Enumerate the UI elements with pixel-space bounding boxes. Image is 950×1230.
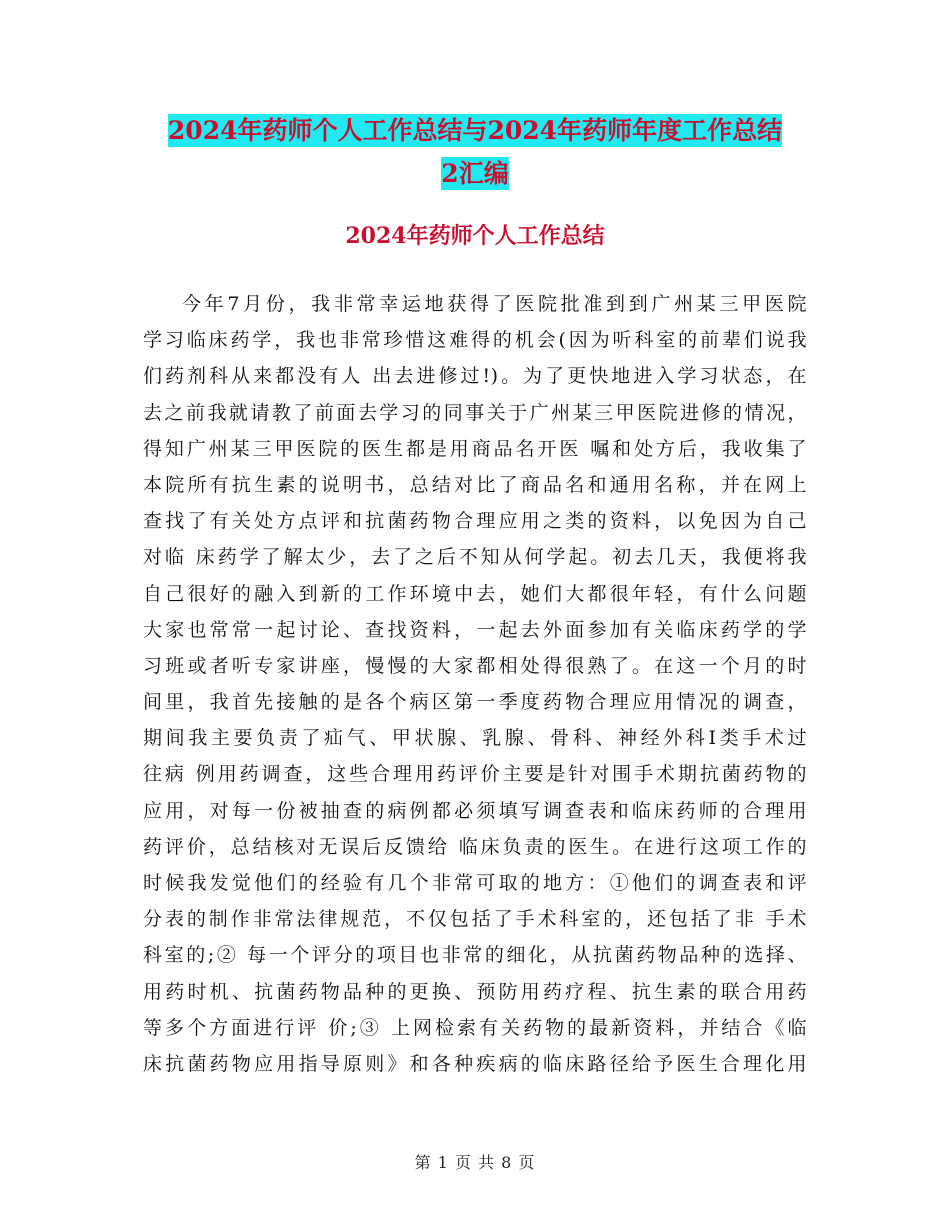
document-title-line-1 — [0, 109, 950, 153]
body-line: 应用，对每一份被抽查的病例都必须填写调查表和临床药师的合理用 — [143, 799, 807, 822]
title-highlight-1: 2024年药师个人工作总结与2024年药师年度工作总结 — [167, 116, 783, 145]
body-line: 查找了有关处方点评和抗菌药物合理应用之类的资料，以免因为自己 — [143, 510, 807, 533]
body-line: 学习临床药学，我也非常珍惜这难得的机会(因为听科室的前辈们说我 — [143, 329, 807, 352]
body-line: 时候我发觉他们的经验有几个非常可取的地方：①他们的调查表和评 — [143, 872, 807, 894]
body-line: 得知广州某三甲医院的医生都是用商品名开医 嘱和处方后，我收集了 — [143, 437, 807, 460]
body-line: 们药剂科从来都没有人 出去进修过!)。为了更快地进入学习状态，在 — [143, 365, 807, 388]
page-number-footer: 第 1 页 共 8 页 — [414, 1153, 536, 1172]
body-line: 大家也常常一起讨论、查找资料，一起去外面参加有关临床药学的学 — [143, 618, 807, 641]
body-line: 等多个方面进行评 价;③ 上网检索有关药物的最新资料，并结合《临 — [143, 1016, 807, 1039]
body-line: 自己很好的融入到新的工作环境中去，她们大都很年轻，有什么问题 — [143, 582, 807, 605]
body-line: 科室的;② 每一个评分的项目也非常的细化，从抗菌药物品种的选择、 — [143, 944, 807, 967]
body-line: 对临 床药学了解太少，去了之后不知从何学起。初去几天，我便将我 — [143, 546, 807, 569]
title-highlight-2: 2汇编 — [441, 159, 509, 188]
body-line: 药评价，总结核对无误后反馈给 临床负责的医生。在进行这项工作的 — [143, 835, 807, 858]
body-line: 习班或者听专家讲座，慢慢的大家都相处得很熟了。在这一个月的时 — [143, 654, 807, 677]
body-line: 去之前我就请教了前面去学习的同事关于广州某三甲医院进修的情况， — [143, 401, 807, 424]
body-line: 用药时机、抗菌药物品种的更换、预防用药疗程、抗生素的联合用药 — [143, 980, 807, 1003]
body-line: 本院所有抗生素的说明书，总结对比了商品名和通用名称，并在网上 — [143, 473, 807, 496]
body-line: 今年7月份，我非常幸运地获得了医院批准到到广州某三甲医院 — [182, 293, 807, 315]
body-text — [143, 286, 807, 1082]
body-line: 床抗菌药物应用指导原则》和各种疾病的临床路径给予医生合理化用 — [143, 1052, 807, 1075]
section-heading: 2024年药师个人工作总结 — [345, 223, 605, 249]
body-line: 往病 例用药调查，这些合理用药评价主要是针对围手术期抗菌药物的 — [143, 763, 807, 786]
body-line: 间里，我首先接触的是各个病区第一季度药物合理应用情况的调查， — [143, 691, 807, 714]
body-line: 期间我主要负责了疝气、甲状腺、乳腺、骨科、神经外科Ⅰ类手术过 — [143, 727, 807, 750]
document-title-line-2 — [0, 152, 950, 196]
body-line: 分表的制作非常法律规范，不仅包括了手术科室的，还包括了非 手术 — [143, 908, 807, 931]
